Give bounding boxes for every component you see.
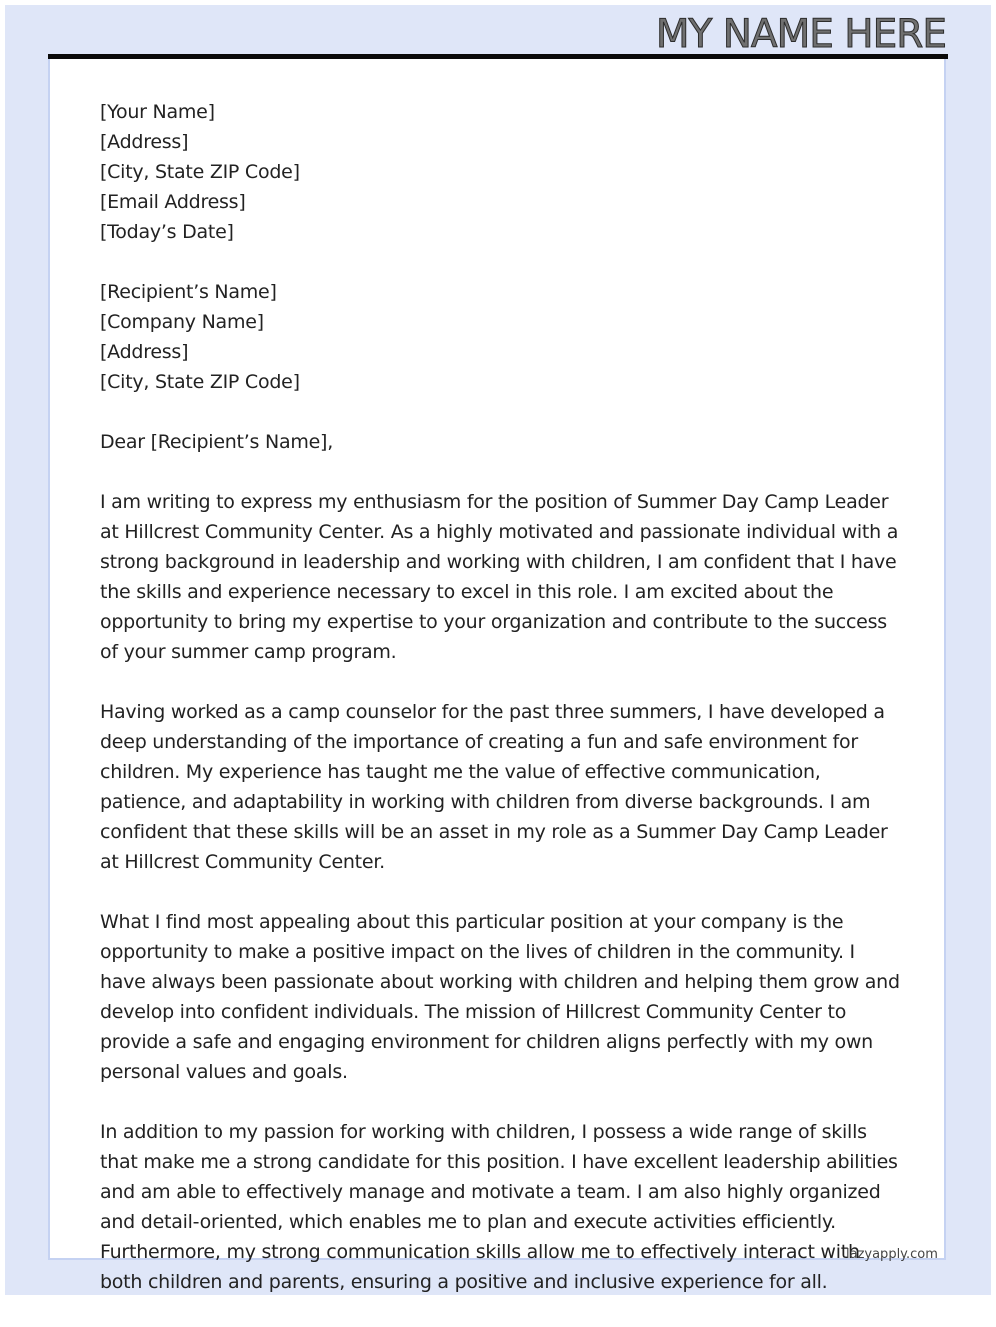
header-name: MY NAME HERE <box>655 12 946 57</box>
body-paragraph: In addition to my passion for working with children, I possess a wide range of skills that make me a strong candidate for this position. I have excellent leadership abilities and am able to effectively manage and motivate a team. I am also highly organized and detail-oriented, which enables me to plan and execute activities efficiently. Furthermore, my strong communication skills allow me to effectively interact with both children and parents, ensuring a positive and inclusive experience for all. <box>100 1121 898 1293</box>
body-paragraph: I am writing to express my enthusiasm for the position of Summer Day Camp Leader at Hillcrest Community Center. As a highly motivated and passionate individual with a strong background in leadership and working with children, I am confident that I have the skills and experience necessary to excel in this role. I am excited about the opportunity to bring my expertise to your organization and contribute to the success of your summer camp program. <box>100 491 899 663</box>
recipient-name: [Recipient’s Name] <box>100 281 277 303</box>
cover-letter <box>100 97 900 1327</box>
recipient-address: [Address] <box>100 341 189 363</box>
body-paragraph: What I find most appealing about this particular position at your company is the opportunity to make a positive impact on the lives of children in the community. I have always been passionate about working with children and helping them grow and develop into confident individuals. The mission of Hillcrest Community Center to provide a safe and engaging environment for children aligns perfectly with my own personal values and goals. <box>100 911 900 1083</box>
letter-date: [Today’s Date] <box>100 221 234 243</box>
salutation: Dear [Recipient’s Name], <box>100 431 333 453</box>
recipient-city-state-zip: [City, State ZIP Code] <box>100 371 300 393</box>
sender-address: [Address] <box>100 131 189 153</box>
sender-city-state-zip: [City, State ZIP Code] <box>100 161 300 183</box>
watermark: lazyapply.com <box>846 1247 938 1262</box>
sender-email: [Email Address] <box>100 191 246 213</box>
sender-name: [Your Name] <box>100 101 215 123</box>
sender-block <box>100 97 900 247</box>
recipient-company: [Company Name] <box>100 311 264 333</box>
body-paragraph: Having worked as a camp counselor for the past three summers, I have developed a deep understanding of the importance of creating a fun and safe environment for children. My experience has taught me the value of effective communication, patience, and adaptability in working with children from diverse backgrounds. I am confident that these skills will be an asset in my role as a Summer Day Camp Leader at Hillcrest Community Center. <box>100 701 888 873</box>
recipient-block <box>100 277 900 397</box>
